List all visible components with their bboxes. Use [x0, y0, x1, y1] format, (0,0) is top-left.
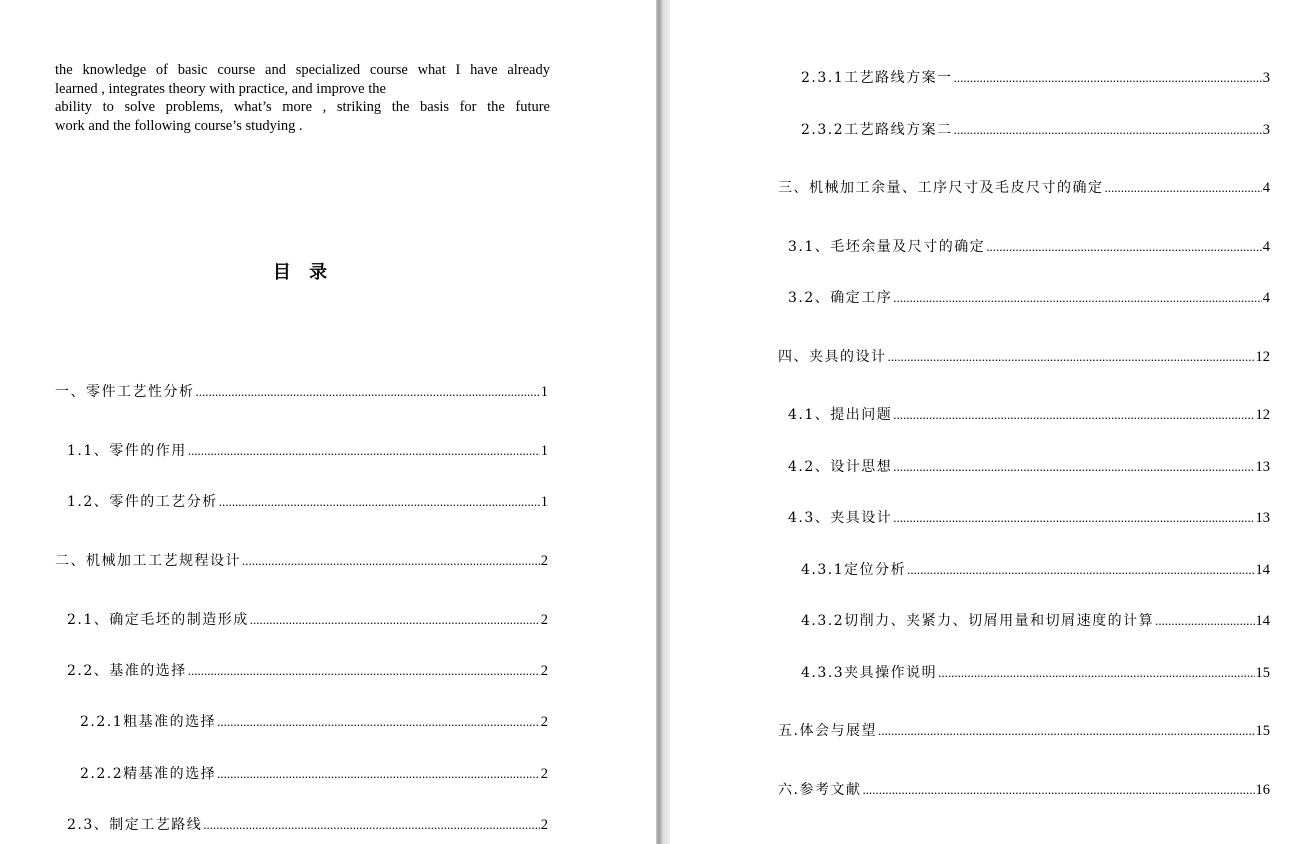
toc-entry-page: 14 [1255, 562, 1270, 578]
toc-entry-label: 2.1、确定毛坯的制造形成 [67, 612, 249, 628]
toc-entry[interactable] [788, 237, 1270, 257]
toc-leader-dots [888, 347, 1255, 367]
page-gutter [656, 0, 670, 844]
abstract-line: ability to solve problems, what’s more , striking the basis for the future [55, 99, 550, 115]
toc-leader-dots [954, 120, 1262, 140]
toc-entry[interactable] [788, 508, 1270, 528]
toc-leader-dots [954, 68, 1262, 88]
toc-entry-label: 2.2.1粗基准的选择 [80, 714, 217, 730]
toc-entry[interactable] [801, 68, 1270, 88]
toc-leader-dots [1105, 178, 1262, 198]
toc-entry[interactable] [788, 405, 1270, 425]
toc-leader-dots [907, 560, 1254, 580]
toc-leader-dots [986, 237, 1261, 257]
toc-entry[interactable] [778, 178, 1270, 198]
toc-entry-label: 2.2、基准的选择 [67, 663, 187, 679]
toc-entry-page: 2 [540, 663, 548, 679]
toc-leader-dots [878, 721, 1255, 741]
toc-entry-label: 4.3.3夹具操作说明 [801, 665, 938, 681]
toc-title: 目 录 [272, 262, 334, 283]
toc-leader-dots [217, 764, 540, 784]
toc-leader-dots [938, 663, 1254, 683]
toc-entry-label: 4.3、夹具设计 [788, 510, 893, 526]
toc-entry-label: 2.3.1工艺路线方案一 [801, 70, 953, 86]
toc-leader-dots [893, 457, 1254, 477]
toc-entry-page: 12 [1255, 349, 1270, 365]
toc-entry-label: 4.1、提出问题 [788, 407, 893, 423]
toc-entry-label: 4.2、设计思想 [788, 459, 893, 475]
toc-entry-label: 2.2.2精基准的选择 [80, 766, 217, 782]
toc-leader-dots [893, 288, 1261, 308]
toc-entry-page: 4 [1262, 290, 1270, 306]
toc-entry-page: 2 [540, 714, 548, 730]
toc-entry[interactable] [67, 661, 548, 681]
toc-entry[interactable] [55, 551, 548, 571]
toc-entry[interactable] [55, 382, 548, 402]
toc-entry-page: 1 [540, 443, 548, 459]
toc-entry-page: 16 [1255, 782, 1270, 798]
toc-entry-page: 1 [540, 494, 548, 510]
toc-entry-page: 12 [1255, 407, 1270, 423]
toc-entry-label: 1.2、零件的工艺分析 [67, 494, 218, 510]
toc-leader-dots [242, 551, 540, 571]
toc-entry[interactable] [80, 712, 548, 732]
toc-entry-page: 2 [540, 553, 548, 569]
toc-entry-page: 14 [1255, 613, 1270, 629]
toc-entry-label: 二、机械加工工艺规程设计 [55, 553, 241, 569]
toc-entry[interactable] [67, 610, 548, 630]
toc-entry-label: 1.1、零件的作用 [67, 443, 187, 459]
toc-entry-label: 4.3.1定位分析 [801, 562, 907, 578]
toc-leader-dots [196, 382, 540, 402]
toc-entry[interactable] [778, 780, 1270, 800]
toc-leader-dots [188, 661, 540, 681]
abstract-line: work and the following course’s studying . [55, 117, 303, 134]
toc-entry[interactable] [801, 663, 1270, 683]
toc-entry[interactable] [801, 560, 1270, 580]
toc-entry-page: 13 [1255, 459, 1270, 475]
toc-entry-label: 四、夹具的设计 [778, 349, 887, 365]
abstract-line: learned , integrates theory with practice, and improve the [55, 80, 386, 97]
toc-entry-label: 2.3、制定工艺路线 [67, 817, 203, 833]
toc-entry-page: 15 [1255, 723, 1270, 739]
toc-leader-dots [203, 815, 539, 835]
toc-entry-page: 2 [540, 766, 548, 782]
toc-entry-label: 2.3.2工艺路线方案二 [801, 122, 953, 138]
toc-leader-dots [188, 441, 540, 461]
toc-entry[interactable] [67, 492, 548, 512]
toc-entry-label: 4.3.2切削力、夹紧力、切屑用量和切屑速度的计算 [801, 613, 1155, 629]
toc-entry-label: 五.体会与展望 [778, 723, 877, 739]
toc-leader-dots [893, 405, 1254, 425]
toc-leader-dots [862, 780, 1254, 800]
toc-entry-page: 13 [1255, 510, 1270, 526]
toc-entry-page: 2 [540, 817, 548, 833]
toc-entry[interactable] [788, 457, 1270, 477]
toc-leader-dots [219, 492, 540, 512]
abstract-paragraph [55, 61, 550, 135]
toc-entry-page: 2 [540, 612, 548, 628]
toc-entry-page: 4 [1262, 180, 1270, 196]
toc-entry-label: 一、零件工艺性分析 [55, 384, 195, 400]
toc-entry-page: 3 [1262, 122, 1270, 138]
toc-leader-dots [893, 508, 1254, 528]
toc-entry[interactable] [801, 611, 1270, 631]
toc-leader-dots [217, 712, 540, 732]
document-page-right [670, 0, 1297, 844]
toc-entry-page: 15 [1255, 665, 1270, 681]
toc-entry-page: 1 [540, 384, 548, 400]
toc-entry-label: 三、机械加工余量、工序尺寸及毛皮尺寸的确定 [778, 180, 1104, 196]
toc-entry[interactable] [67, 815, 548, 835]
toc-entry[interactable] [67, 441, 548, 461]
toc-entry[interactable] [788, 288, 1270, 308]
abstract-line: the knowledge of basic course and specialized course what I have already [55, 62, 550, 78]
toc-entry-label: 六.参考文献 [778, 782, 862, 798]
toc-leader-dots [250, 610, 540, 630]
toc-entry[interactable] [778, 721, 1270, 741]
toc-entry-label: 3.2、确定工序 [788, 290, 893, 306]
toc-leader-dots [1155, 611, 1254, 631]
toc-entry-label: 3.1、毛坯余量及尺寸的确定 [788, 239, 986, 255]
toc-entry-page: 4 [1262, 239, 1270, 255]
toc-entry-page: 3 [1262, 70, 1270, 86]
toc-entry[interactable] [80, 764, 548, 784]
toc-entry[interactable] [778, 347, 1270, 367]
toc-entry[interactable] [801, 120, 1270, 140]
